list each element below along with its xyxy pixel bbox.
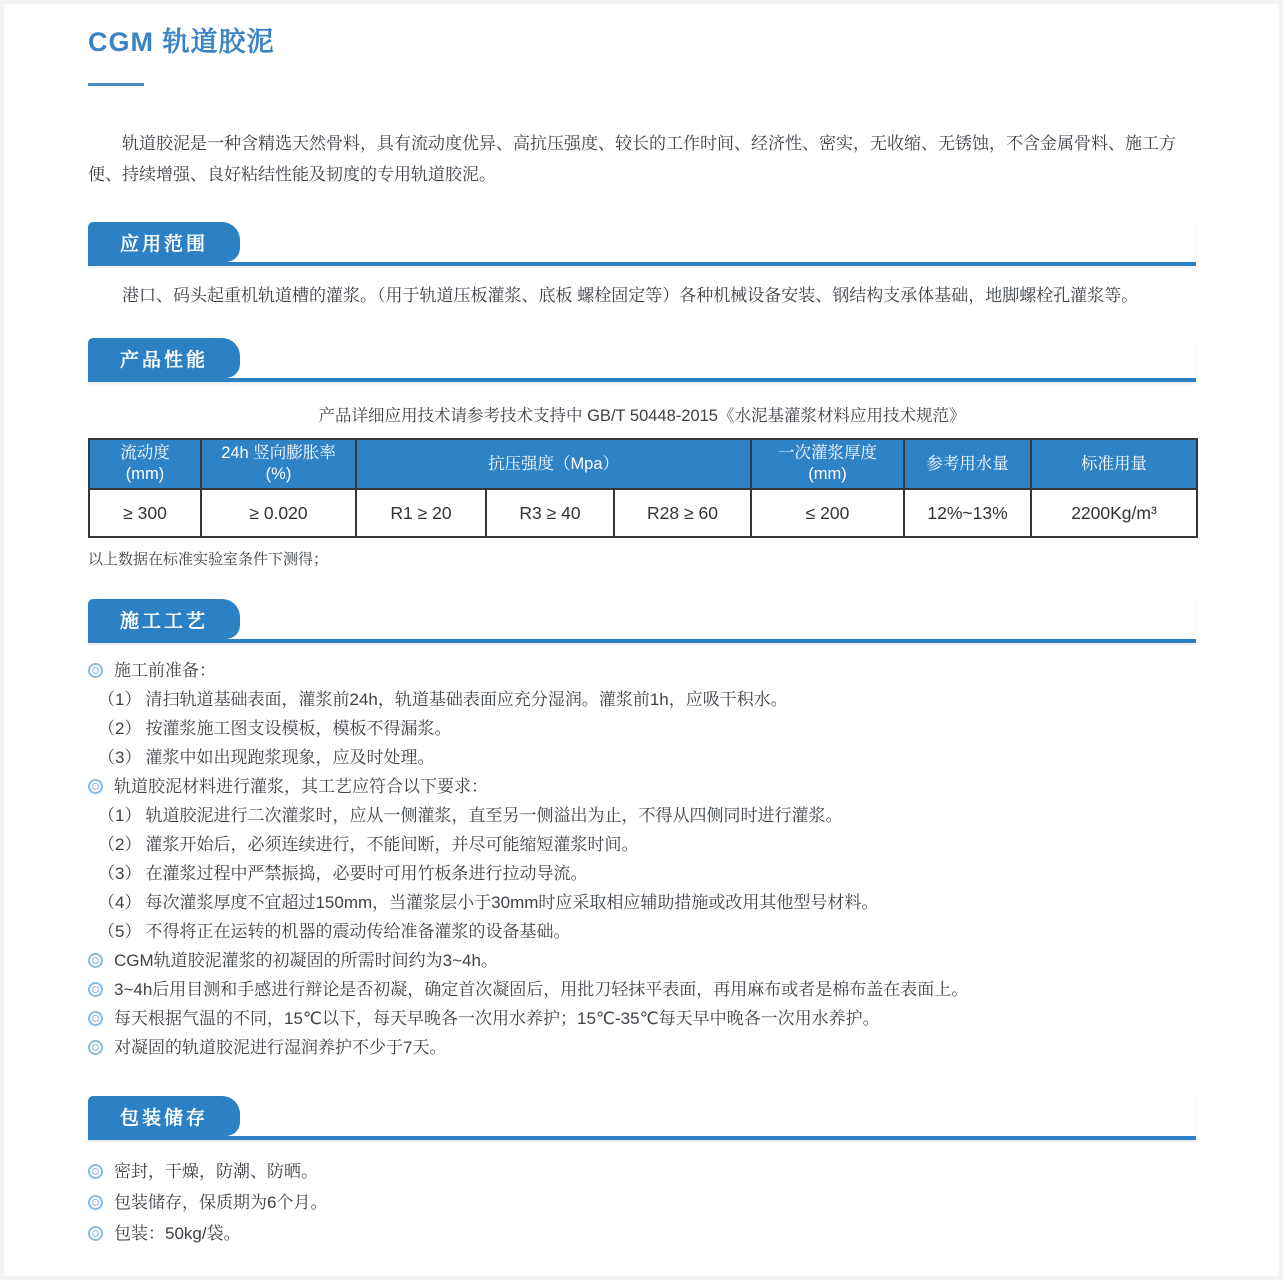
cell-dosage: 2200Kg/m³ [1031, 489, 1197, 537]
section-header-process [88, 599, 1196, 643]
cell-flow: ≥ 300 [89, 489, 201, 537]
item-text: 不得将正在运转的机器的震动传给准备灌浆的设备基础。 [145, 922, 571, 941]
col-header-flow [89, 439, 201, 489]
item-number: （4） [98, 893, 142, 912]
bullet-list-item [88, 1222, 1196, 1246]
item-text: 密封，干燥，防潮、防晒。 [114, 1162, 318, 1181]
header-line: (mm) [125, 465, 165, 483]
numbered-sub-item [88, 717, 1196, 741]
bullseye-bullet-icon [88, 1195, 103, 1210]
bullseye-bullet-icon [88, 1011, 103, 1026]
item-number: （3） [98, 864, 142, 883]
item-text: 3~4h后用目测和手感进行辩论是否初凝，确定首次凝固后，用批刀轻抹平表面，再用麻布或者是棉布盖在表面上。 [114, 980, 969, 999]
item-number: （1） [98, 690, 142, 709]
bullseye-bullet-icon [88, 982, 103, 997]
cell-water: 12%~13% [904, 489, 1031, 537]
bullseye-bullet-icon [88, 1226, 103, 1241]
numbered-sub-item [88, 920, 1196, 944]
item-text: 灌浆中如出现跑浆现象，应及时处理。 [145, 748, 435, 767]
cell-r28: R28 ≥ 60 [614, 489, 751, 537]
cell-thickness: ≤ 200 [751, 489, 904, 537]
item-text: 对凝固的轨道胶泥进行湿润养护不少于7天。 [114, 1038, 447, 1057]
item-number: （2） [98, 835, 142, 854]
intro-paragraph: 轨道胶泥是一种含精选天然骨料，具有流动度优异、高抗压强度、较长的工作时间、经济性、密实，无收缩、无锈蚀，不含金属骨料、施工方便、持续增强、良好粘结性能及韧度的专用轨道胶泥。 [88, 134, 1176, 184]
packaging-section-badge: 包装储存 [88, 1096, 240, 1136]
performance-note: 产品详细应用技术请参考技术支持中 GB/T 50448-2015《水泥基灌浆材料应用技术规范》 [318, 407, 966, 425]
numbered-sub-item [88, 804, 1196, 828]
item-text: 按灌浆施工图支设模板，模板不得漏浆。 [145, 719, 452, 738]
item-text: CGM轨道胶泥灌浆的初凝固的所需时间约为3~4h。 [114, 951, 498, 970]
section-header-packaging [88, 1096, 1196, 1140]
bullet-list-item [88, 659, 1196, 683]
bullseye-bullet-icon [88, 1040, 103, 1055]
packaging-list [88, 1160, 1196, 1246]
bullet-list-item [88, 1160, 1196, 1184]
numbered-sub-item [88, 746, 1196, 770]
item-text: 在灌浆过程中严禁振捣，必要时可用竹板条进行拉动导流。 [145, 864, 588, 883]
section-header-performance [88, 338, 1196, 382]
col-header-expansion [201, 439, 356, 489]
bullseye-bullet-icon [88, 779, 103, 794]
bullet-list-item [88, 1007, 1196, 1031]
table-footnote: 以上数据在标准实验室条件下测得； [88, 551, 329, 568]
col-header-water: 参考用水量 [904, 439, 1031, 489]
product-sheet-page [88, 0, 1196, 1246]
item-number: （3） [98, 748, 142, 767]
application-body: 港口、码头起重机轨道槽的灌浆。（用于轨道压板灌浆、底板 螺栓固定等）各种机械设备安装、钢结构支承体基础，地脚螺栓孔灌浆等。 [122, 286, 1139, 305]
col-header-dosage: 标准用量 [1031, 439, 1197, 489]
section-header-application [88, 222, 1196, 266]
item-text: 每天根据气温的不同，15℃以下，每天早晚各一次用水养护；15℃-35℃每天早中晚各一次用水养护。 [114, 1009, 880, 1028]
item-text: 施工前准备： [114, 661, 216, 680]
bullseye-bullet-icon [88, 663, 103, 678]
header-line: 一次灌浆厚度 [778, 444, 877, 462]
cell-expansion: ≥ 0.020 [201, 489, 356, 537]
page-title: CGM 轨道胶泥 [88, 27, 275, 57]
col-header-strength: 抗压强度（Mpa） [356, 439, 751, 489]
item-number: （2） [98, 719, 142, 738]
bullet-list-item [88, 1036, 1196, 1060]
table-data-row [89, 489, 1197, 537]
item-text: 包装储存，保质期为6个月。 [114, 1193, 328, 1212]
cell-r1: R1 ≥ 20 [356, 489, 486, 537]
item-text: 灌浆开始后，必须连续进行，不能间断，并尽可能缩短灌浆时间。 [145, 835, 639, 854]
header-line: (%) [265, 465, 292, 483]
bullseye-bullet-icon [88, 953, 103, 968]
application-section-badge: 应用范围 [88, 222, 240, 262]
cell-r3: R3 ≥ 40 [486, 489, 614, 537]
numbered-sub-item [88, 688, 1196, 712]
process-list [88, 659, 1196, 1060]
item-text: 轨道胶泥材料进行灌浆，其工艺应符合以下要求： [114, 777, 488, 796]
item-number: （5） [98, 922, 142, 941]
item-text: 清扫轨道基础表面，灌浆前24h，轨道基础表面应充分湿润。灌浆前1h，应吸干积水。 [145, 690, 788, 709]
item-text: 每次灌浆厚度不宜超过150mm，当灌浆层小于30mm时应采取相应辅助措施或改用其他型号材料。 [145, 893, 879, 912]
process-section-badge: 施工工艺 [88, 599, 240, 639]
item-text: 轨道胶泥进行二次灌浆时，应从一侧灌浆，直至另一侧溢出为止，不得从四侧同时进行灌浆。 [145, 806, 843, 825]
bullet-list-item [88, 949, 1196, 973]
numbered-sub-item [88, 891, 1196, 915]
bullseye-bullet-icon [88, 1164, 103, 1179]
bullet-list-item [88, 1191, 1196, 1215]
bullet-list-item [88, 775, 1196, 799]
title-underline [88, 83, 144, 86]
performance-table [88, 438, 1198, 538]
numbered-sub-item [88, 862, 1196, 886]
performance-section-badge: 产品性能 [88, 338, 240, 378]
item-text: 包装：50kg/袋。 [114, 1224, 241, 1243]
table-header-row [89, 439, 1197, 489]
header-line: (mm) [808, 465, 847, 483]
header-line: 24h 竖向膨胀率 [221, 444, 336, 462]
col-header-thickness [751, 439, 904, 489]
numbered-sub-item [88, 833, 1196, 857]
item-number: （1） [98, 806, 142, 825]
bullet-list-item [88, 978, 1196, 1002]
header-line: 流动度 [120, 444, 170, 462]
